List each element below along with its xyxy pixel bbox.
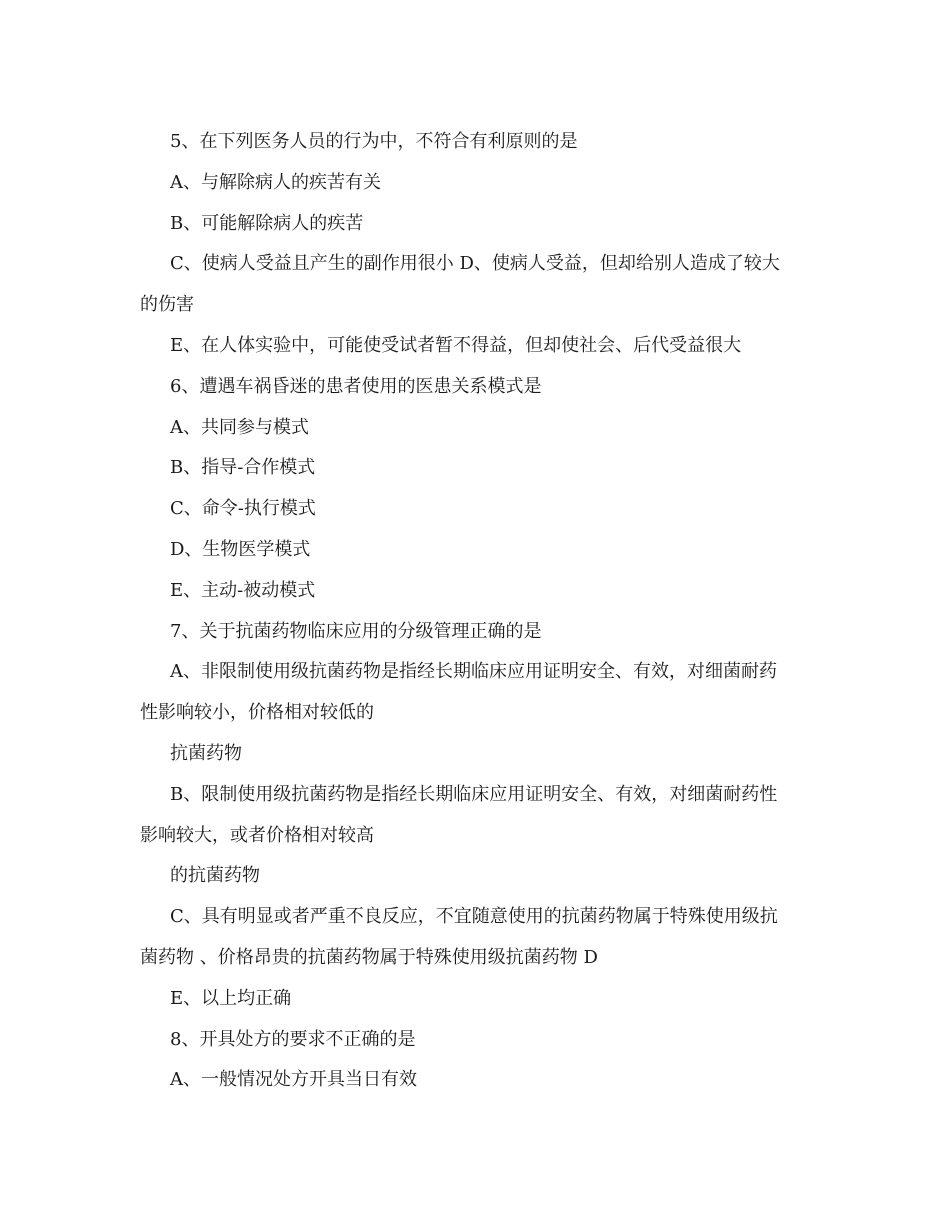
question-7-option-e: E、以上均正确 bbox=[170, 987, 292, 1009]
question-5-option-b: B、可能解除病人的疾苦 bbox=[170, 212, 364, 234]
question-6-stem: 6、遭遇车祸昏迷的患者使用的医患关系模式是 bbox=[170, 375, 542, 397]
question-7-option-a-cont: 性影响较小，价格相对较低的 bbox=[140, 702, 374, 724]
question-6-option-e: E、主动-被动模式 bbox=[170, 579, 316, 601]
question-5-option-d-cont: 的伤害 bbox=[140, 294, 194, 316]
question-8-stem: 8、开具处方的要求不正确的是 bbox=[170, 1028, 416, 1050]
question-7-option-b: B、限制使用级抗菌药物是指经长期临床应用证明安全、有效，对细菌耐药性 bbox=[170, 783, 778, 805]
question-7-option-a: A、非限制使用级抗菌药物是指经长期临床应用证明安全、有效，对细菌耐药 bbox=[170, 661, 777, 683]
question-6-option-d: D、生物医学模式 bbox=[170, 538, 311, 560]
document-body bbox=[140, 122, 800, 1101]
question-6-option-c: C、命令-执行模式 bbox=[170, 498, 316, 520]
question-5-stem: 5、在下列医务人员的行为中，不符合有利原则的是 bbox=[170, 131, 578, 152]
question-7-option-c-d-cont: 菌药物 、价格昂贵的抗菌药物属于特殊使用级抗菌药物 D bbox=[140, 946, 598, 968]
question-7-option-b-cont2: 的抗菌药物 bbox=[170, 865, 260, 887]
question-7-option-b-cont: 影响较大，或者价格相对较高 bbox=[140, 824, 374, 846]
question-8-option-a: A、一般情况处方开具当日有效 bbox=[170, 1069, 417, 1091]
question-5-option-a: A、与解除病人的疾苦有关 bbox=[170, 171, 381, 193]
question-6-option-a: A、共同参与模式 bbox=[170, 416, 309, 438]
question-5-option-e: E、在人体实验中，可能使受试者暂不得益，但却使社会、后代受益很大 bbox=[170, 334, 742, 356]
question-7-stem: 7、关于抗菌药物临床应用的分级管理正确的是 bbox=[170, 620, 542, 642]
question-6-option-b: B、指导-合作模式 bbox=[170, 457, 316, 479]
question-5-option-c-d: C、使病人受益且产生的副作用很小 D、使病人受益，但却给别人造成了较大 bbox=[170, 253, 780, 275]
question-7-option-c: C、具有明显或者严重不良反应，不宜随意使用的抗菌药物属于特殊使用级抗 bbox=[170, 906, 778, 928]
question-7-option-a-cont2: 抗菌药物 bbox=[170, 742, 242, 764]
